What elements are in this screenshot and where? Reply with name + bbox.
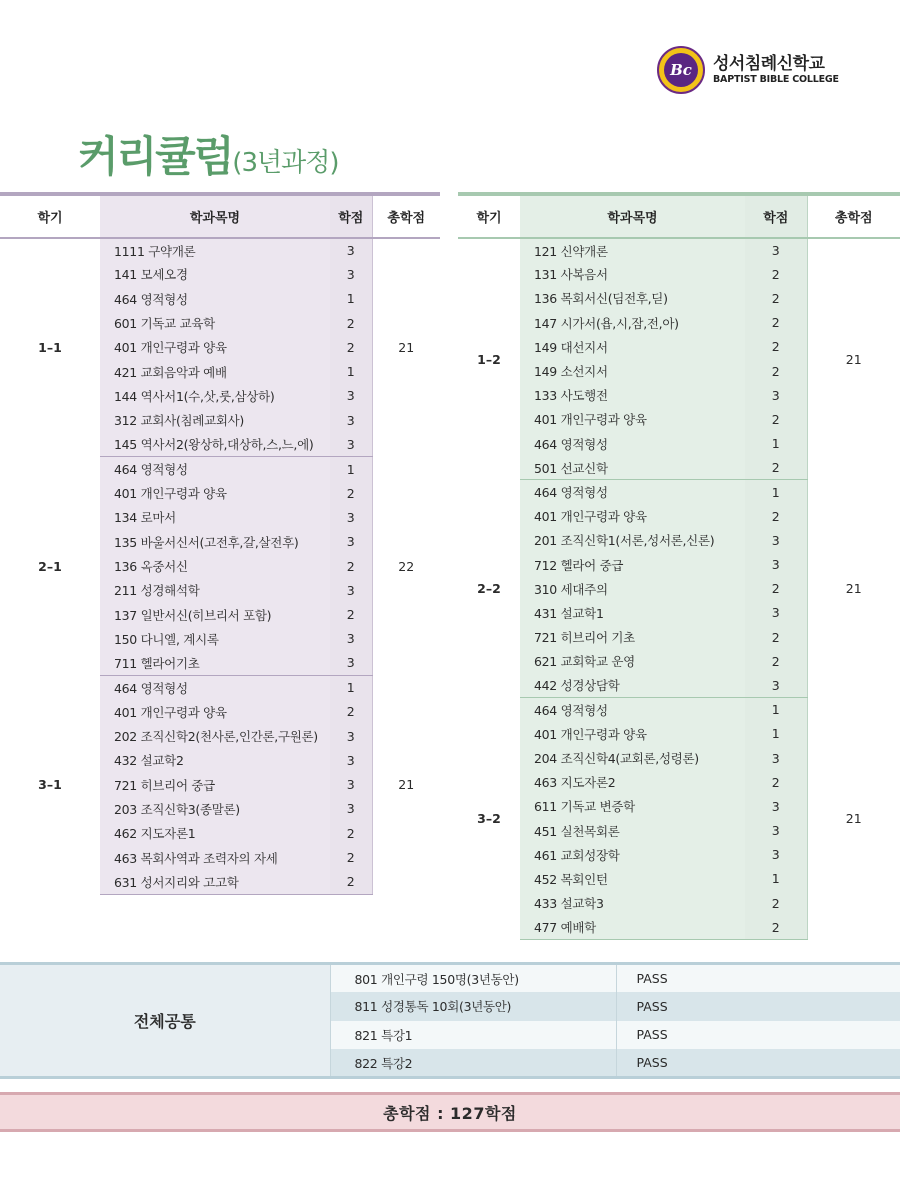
course-name: 312 교회사(침례교회사) xyxy=(100,408,330,432)
course-credit: 3 xyxy=(330,432,372,456)
semester-group xyxy=(0,675,440,894)
curriculum-table-left xyxy=(0,192,440,895)
course-credit: 2 xyxy=(745,915,807,939)
course-credit: 3 xyxy=(330,627,372,651)
semester-cell: 1–2 xyxy=(477,351,501,367)
course-name: 135 바울서신서(고전후,갈,살전후) xyxy=(100,530,330,554)
school-name-en: BAPTIST BIBLE COLLEGE xyxy=(713,74,839,85)
common-item-name: 822 특강2 xyxy=(330,1049,616,1078)
semester-cell: 1–1 xyxy=(38,340,62,356)
course-credit: 3 xyxy=(330,238,372,262)
course-name: 401 개인구령과 양육 xyxy=(100,335,330,359)
course-name: 621 교회학교 운영 xyxy=(520,649,745,673)
course-name: 721 히브리어 기초 xyxy=(520,625,745,649)
seal-icon xyxy=(657,46,705,94)
course-credit: 2 xyxy=(330,554,372,578)
course-credit: 1 xyxy=(745,698,807,722)
common-item-name: 821 특강1 xyxy=(330,1021,616,1050)
course-name: 134 로마서 xyxy=(100,505,330,529)
course-name: 464 영적형성 xyxy=(520,480,745,504)
course-credit: 3 xyxy=(745,673,807,697)
table-row xyxy=(458,698,900,722)
course-name: 141 모세오경 xyxy=(100,262,330,286)
table-row xyxy=(0,675,440,699)
course-name: 137 일반서신(히브리서 포함) xyxy=(100,602,330,626)
course-credit: 3 xyxy=(330,797,372,821)
course-name: 464 영적형성 xyxy=(100,287,330,311)
course-name: 452 목회인턴 xyxy=(520,867,745,891)
course-name: 464 영적형성 xyxy=(520,698,745,722)
course-credit: 3 xyxy=(745,238,807,262)
course-credit: 3 xyxy=(330,262,372,286)
semester-group xyxy=(0,238,440,457)
course-credit: 2 xyxy=(745,504,807,528)
semester-cell: 2–2 xyxy=(477,581,501,597)
course-name: 401 개인구령과 양육 xyxy=(100,481,330,505)
course-credit: 2 xyxy=(330,335,372,359)
semester-cell: 2–1 xyxy=(38,558,62,574)
course-credit: 1 xyxy=(330,457,372,481)
course-name: 201 조직신학1(서론,성서론,신론) xyxy=(520,528,745,552)
course-name: 211 성경해석학 xyxy=(100,578,330,602)
course-credit: 3 xyxy=(745,746,807,770)
course-name: 463 목회사역과 조력자의 자세 xyxy=(100,845,330,869)
common-item-status: PASS xyxy=(616,1049,900,1078)
curriculum-table-right xyxy=(458,192,900,940)
course-name: 121 신약개론 xyxy=(520,238,745,262)
grand-total-bar: 총학점 : 127학점 xyxy=(0,1092,900,1132)
semester-total: 21 xyxy=(398,777,415,793)
course-name: 611 기독교 변증학 xyxy=(520,794,745,818)
course-credit: 2 xyxy=(330,845,372,869)
course-name: 451 실천목회론 xyxy=(520,819,745,843)
header-course: 학과목명 xyxy=(100,194,330,238)
course-credit: 1 xyxy=(745,432,807,456)
course-credit: 2 xyxy=(745,891,807,915)
semester-total: 21 xyxy=(398,340,415,356)
table-row xyxy=(458,480,900,504)
course-name: 401 개인구령과 양육 xyxy=(520,722,745,746)
course-name: 145 역사서2(왕상하,대상하,스,느,에) xyxy=(100,432,330,456)
header-semester: 학기 xyxy=(37,211,63,226)
common-label: 전체공통 xyxy=(0,964,330,1078)
course-credit: 2 xyxy=(330,602,372,626)
course-credit: 3 xyxy=(330,651,372,675)
course-credit: 3 xyxy=(330,505,372,529)
course-credit: 3 xyxy=(330,530,372,554)
common-item-status: PASS xyxy=(616,992,900,1021)
course-name: 601 기독교 교육학 xyxy=(100,311,330,335)
course-credit: 2 xyxy=(745,649,807,673)
course-name: 149 대선지서 xyxy=(520,335,745,359)
course-name: 721 히브리어 중급 xyxy=(100,773,330,797)
semester-cell: 3–2 xyxy=(477,811,501,826)
course-credit: 3 xyxy=(330,724,372,748)
course-credit: 3 xyxy=(745,843,807,867)
course-credit: 2 xyxy=(745,770,807,794)
course-credit: 3 xyxy=(745,528,807,552)
course-credit: 2 xyxy=(745,286,807,310)
course-credit: 3 xyxy=(330,578,372,602)
semester-total: 21 xyxy=(845,811,862,826)
header-course: 학과목명 xyxy=(520,194,745,238)
semester-group xyxy=(458,698,900,940)
course-credit: 2 xyxy=(745,625,807,649)
semester-total: 21 xyxy=(845,351,862,367)
course-name: 144 역사서1(수,삿,룻,삼상하) xyxy=(100,384,330,408)
course-credit: 1 xyxy=(745,722,807,746)
course-name: 150 다니엘, 계시록 xyxy=(100,627,330,651)
school-logo xyxy=(657,46,839,94)
common-requirements-table xyxy=(0,962,900,1079)
page-title-sub: (3년과정) xyxy=(232,148,339,178)
course-credit: 3 xyxy=(745,552,807,576)
semester-cell: 3–1 xyxy=(38,777,62,793)
course-credit: 2 xyxy=(330,700,372,724)
school-name-ko: 성서침례신학교 xyxy=(713,54,825,74)
course-name: 477 예배학 xyxy=(520,915,745,939)
table-row xyxy=(0,457,440,481)
semester-group xyxy=(458,238,900,480)
header-credit: 학점 xyxy=(330,194,372,238)
course-credit: 2 xyxy=(330,821,372,845)
semester-total: 22 xyxy=(398,558,415,574)
course-name: 464 영적형성 xyxy=(100,457,330,481)
course-credit: 3 xyxy=(745,819,807,843)
common-item-status: PASS xyxy=(616,964,900,993)
header-credit: 학점 xyxy=(745,194,807,238)
course-credit: 2 xyxy=(745,359,807,383)
course-credit: 2 xyxy=(745,262,807,286)
common-item-status: PASS xyxy=(616,1021,900,1050)
page-title xyxy=(78,124,338,184)
course-name: 202 조직신학2(천사론,인간론,구원론) xyxy=(100,724,330,748)
course-name: 147 시가서(욥,시,잠,전,아) xyxy=(520,311,745,335)
course-name: 133 사도행전 xyxy=(520,383,745,407)
page-title-main: 커리큘럼 xyxy=(78,132,233,181)
course-name: 401 개인구령과 양육 xyxy=(100,700,330,724)
course-credit: 3 xyxy=(330,748,372,772)
course-name: 149 소선지서 xyxy=(520,359,745,383)
header-semester: 학기 xyxy=(476,211,502,226)
course-credit: 2 xyxy=(330,311,372,335)
course-name: 204 조직신학4(교회론,성령론) xyxy=(520,746,745,770)
course-name: 136 옥중서신 xyxy=(100,554,330,578)
course-credit: 2 xyxy=(745,577,807,601)
table-row xyxy=(0,238,440,262)
header-total: 총학점 xyxy=(387,211,426,226)
course-name: 431 설교학1 xyxy=(520,601,745,625)
semester-group xyxy=(0,457,440,676)
course-name: 464 영적형성 xyxy=(100,675,330,699)
common-row xyxy=(0,964,900,993)
course-credit: 1 xyxy=(330,675,372,699)
course-name: 501 선교신학 xyxy=(520,456,745,480)
course-name: 463 지도자론2 xyxy=(520,770,745,794)
course-name: 711 헬라어기초 xyxy=(100,651,330,675)
course-credit: 3 xyxy=(745,794,807,818)
course-name: 433 설교학3 xyxy=(520,891,745,915)
course-credit: 2 xyxy=(745,456,807,480)
course-credit: 3 xyxy=(745,601,807,625)
course-credit: 2 xyxy=(745,407,807,431)
course-name: 421 교회음악과 예배 xyxy=(100,359,330,383)
course-name: 712 헬라어 중급 xyxy=(520,552,745,576)
course-name: 432 설교학2 xyxy=(100,748,330,772)
course-credit: 1 xyxy=(745,480,807,504)
course-credit: 3 xyxy=(330,384,372,408)
course-name: 401 개인구령과 양육 xyxy=(520,407,745,431)
course-credit: 2 xyxy=(745,311,807,335)
course-name: 464 영적형성 xyxy=(520,432,745,456)
course-credit: 2 xyxy=(330,870,372,894)
course-credit: 1 xyxy=(745,867,807,891)
course-name: 1111 구약개론 xyxy=(100,238,330,262)
course-name: 442 성경상담학 xyxy=(520,673,745,697)
common-item-name: 811 성경통독 10회(3년동안) xyxy=(330,992,616,1021)
course-credit: 3 xyxy=(330,408,372,432)
common-item-name: 801 개인구령 150명(3년동안) xyxy=(330,964,616,993)
course-name: 203 조직신학3(종말론) xyxy=(100,797,330,821)
course-credit: 1 xyxy=(330,287,372,311)
course-credit: 2 xyxy=(330,481,372,505)
course-credit: 1 xyxy=(330,359,372,383)
course-name: 131 사복음서 xyxy=(520,262,745,286)
course-credit: 3 xyxy=(745,383,807,407)
course-name: 631 성서지리와 고고학 xyxy=(100,870,330,894)
table-row xyxy=(458,238,900,262)
course-name: 401 개인구령과 양육 xyxy=(520,504,745,528)
course-name: 461 교회성장학 xyxy=(520,843,745,867)
course-credit: 3 xyxy=(330,773,372,797)
header-total: 총학점 xyxy=(834,211,873,226)
seal-monogram: Bc xyxy=(664,53,698,87)
course-name: 462 지도자론1 xyxy=(100,821,330,845)
semester-group xyxy=(458,480,900,698)
course-credit: 2 xyxy=(745,335,807,359)
semester-total: 21 xyxy=(845,581,862,597)
course-name: 310 세대주의 xyxy=(520,577,745,601)
course-name: 136 목회서신(딤전후,딛) xyxy=(520,286,745,310)
